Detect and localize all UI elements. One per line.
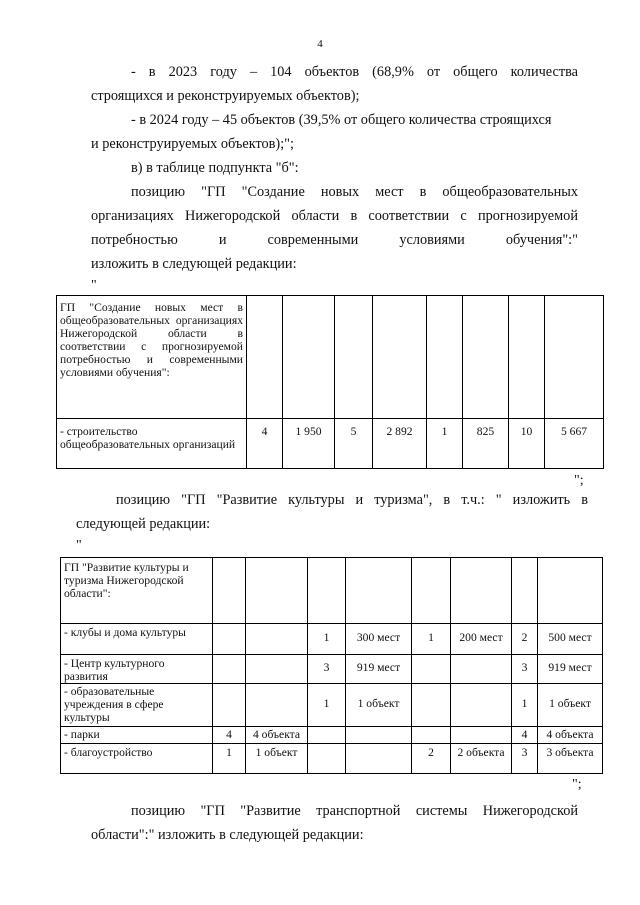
table-row — [61, 655, 603, 684]
table-cell: 1 — [427, 419, 463, 469]
table-row — [61, 744, 603, 774]
table-cell: 825 — [463, 419, 509, 469]
table-cell: 3 — [512, 744, 538, 774]
table-cell — [451, 684, 512, 727]
table-cell: 4 — [512, 727, 538, 744]
table-header-cell: ГП "Создание новых мест в общеобразовательных организациях Нижегородской области в соответствии с прогнозируемой потребностью и современными условиями обучения": — [57, 296, 247, 419]
table-cell — [512, 558, 538, 624]
table-cell — [412, 655, 451, 684]
table-cell — [427, 296, 463, 419]
intro-line-9: изложить в следующей редакции: — [91, 256, 297, 272]
table-cell: 300 мест — [346, 624, 412, 655]
table-cell: 200 мест — [451, 624, 512, 655]
table-cell: 1 объект — [538, 684, 603, 727]
table-cell — [463, 296, 509, 419]
table-cell: 3 — [512, 655, 538, 684]
section3-line-1: позицию "ГП "Развитие транспортной системы Нижегородской — [131, 803, 578, 819]
section2-line-2: следующей редакции: — [76, 516, 211, 532]
open-quote-1: " — [91, 278, 97, 293]
table-cell — [451, 655, 512, 684]
table-cell — [412, 684, 451, 727]
table-cell: 1 объект — [246, 744, 308, 774]
table-cell: 4 — [247, 419, 283, 469]
intro-line-1: - в 2023 году – 104 объектов (68,9% от общего количества — [131, 64, 578, 80]
table-cell: 4 — [213, 727, 246, 744]
table-row-label: - образовательные учреждения в сфере культуры — [61, 684, 213, 727]
table-cell: 5 — [335, 419, 373, 469]
page-number: 4 — [317, 38, 323, 50]
table-cell: 2 — [412, 744, 451, 774]
table-cell — [346, 558, 412, 624]
table-row — [61, 624, 603, 655]
table-cell: 1 — [512, 684, 538, 727]
table-cell — [213, 624, 246, 655]
table-cell — [308, 744, 346, 774]
table-row — [61, 727, 603, 744]
table-cell: 1 объект — [346, 684, 412, 727]
intro-line-8: потребностью и современными условиями обучения":" — [91, 232, 578, 248]
table-cell: 1 — [213, 744, 246, 774]
table-cell — [412, 727, 451, 744]
table-row-label: - строительство общеобразовательных организаций — [57, 419, 247, 469]
table-cell — [308, 727, 346, 744]
close-quote-1: "; — [574, 473, 584, 488]
table-cell — [246, 558, 308, 624]
table-cell — [213, 655, 246, 684]
table-cell — [335, 296, 373, 419]
table-row-label: - клубы и дома культуры — [61, 624, 213, 655]
table-cell: 10 — [509, 419, 545, 469]
table-cell — [545, 296, 604, 419]
section3-line-2: области":" изложить в следующей редакции: — [91, 827, 364, 843]
table-cell: 3 — [308, 655, 346, 684]
open-quote-2: " — [76, 538, 82, 553]
table-cell — [213, 684, 246, 727]
table-cell — [246, 684, 308, 727]
intro-line-6: позицию "ГП "Создание новых мест в общеобразовательных — [131, 184, 578, 200]
table-cell: 2 объекта — [451, 744, 512, 774]
table-cell — [213, 558, 246, 624]
table-cell: 919 мест — [538, 655, 603, 684]
table-cell: 2 892 — [373, 419, 427, 469]
table-cell: 500 мест — [538, 624, 603, 655]
table-cell — [346, 727, 412, 744]
table-header-cell: ГП "Развитие культуры и туризма Нижегородской области": — [61, 558, 213, 624]
table-cell: 919 мест — [346, 655, 412, 684]
table-cell — [373, 296, 427, 419]
table-cell — [246, 655, 308, 684]
intro-line-2: строящихся и реконструируемых объектов); — [91, 88, 360, 104]
table-row — [57, 419, 604, 469]
table-education — [56, 295, 604, 469]
intro-line-4: и реконструируемых объектов);"; — [91, 136, 294, 152]
table-culture — [60, 557, 603, 774]
table-cell — [246, 624, 308, 655]
table-cell: 2 — [512, 624, 538, 655]
table-cell: 3 объекта — [538, 744, 603, 774]
table-cell — [509, 296, 545, 419]
table-cell: 1 — [308, 624, 346, 655]
table-cell: 4 объекта — [246, 727, 308, 744]
table-cell — [538, 558, 603, 624]
table-row — [57, 296, 604, 419]
table-row-label: - Центр культурного развития — [61, 655, 213, 684]
table-cell: 1 950 — [283, 419, 335, 469]
table-cell — [247, 296, 283, 419]
table-cell — [346, 744, 412, 774]
table-row — [61, 684, 603, 727]
close-quote-2: "; — [572, 777, 582, 792]
table-cell — [451, 558, 512, 624]
table-row-label: - благоустройство — [61, 744, 213, 774]
table-row-label: - парки — [61, 727, 213, 744]
intro-line-5: в) в таблице подпункта "б": — [131, 160, 299, 176]
table-cell: 1 — [412, 624, 451, 655]
intro-line-7: организациях Нижегородской области в соответствии с прогнозируемой — [91, 208, 578, 224]
table-cell: 5 667 — [545, 419, 604, 469]
table-cell: 4 объекта — [538, 727, 603, 744]
table-cell — [283, 296, 335, 419]
table-row — [61, 558, 603, 624]
intro-line-3: - в 2024 году – 45 объектов (39,5% от общего количества строящихся — [131, 112, 552, 128]
table-cell — [412, 558, 451, 624]
table-cell — [308, 558, 346, 624]
table-cell — [451, 727, 512, 744]
section2-line-1: позицию "ГП "Развитие культуры и туризма", в т.ч.: " изложить в — [116, 492, 588, 508]
table-cell: 1 — [308, 684, 346, 727]
